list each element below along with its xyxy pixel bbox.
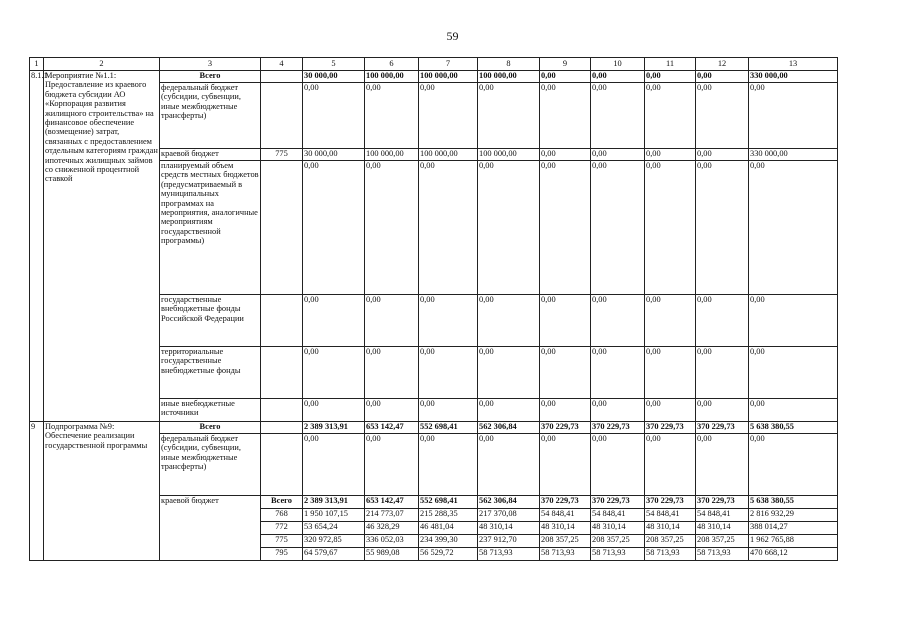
budget-code bbox=[261, 434, 303, 496]
value-cell: 100 000,00 bbox=[478, 149, 540, 161]
value-cell: 470 668,12 bbox=[749, 548, 838, 561]
value-cell: 552 698,41 bbox=[419, 496, 478, 509]
budget-code: 795 bbox=[261, 548, 303, 561]
column-number: 6 bbox=[365, 58, 419, 71]
value-cell: 55 989,08 bbox=[365, 548, 419, 561]
value-cell: 5 638 380,55 bbox=[749, 496, 838, 509]
value-cell: 53 654,24 bbox=[303, 522, 365, 535]
value-cell: 0,00 bbox=[591, 295, 645, 347]
value-cell: 0,00 bbox=[645, 347, 696, 399]
header-row bbox=[30, 58, 838, 71]
value-cell: 0,00 bbox=[749, 434, 838, 496]
value-cell: 0,00 bbox=[696, 71, 749, 83]
value-cell: 0,00 bbox=[591, 71, 645, 83]
value-cell: 58 713,93 bbox=[478, 548, 540, 561]
value-cell: 552 698,41 bbox=[419, 422, 478, 434]
value-cell: 58 713,93 bbox=[591, 548, 645, 561]
value-cell: 330 000,00 bbox=[749, 71, 838, 83]
column-number: 5 bbox=[303, 58, 365, 71]
value-cell: 48 310,14 bbox=[540, 522, 591, 535]
value-cell: 0,00 bbox=[645, 161, 696, 295]
value-cell: 0,00 bbox=[591, 83, 645, 149]
value-cell: 0,00 bbox=[749, 161, 838, 295]
value-cell: 0,00 bbox=[696, 399, 749, 422]
budget-code bbox=[261, 295, 303, 347]
value-cell: 215 288,35 bbox=[419, 509, 478, 522]
value-cell: 388 014,27 bbox=[749, 522, 838, 535]
value-cell: 0,00 bbox=[365, 295, 419, 347]
budget-code bbox=[261, 161, 303, 295]
value-cell: 48 310,14 bbox=[645, 522, 696, 535]
value-cell: 0,00 bbox=[645, 71, 696, 83]
value-cell: 100 000,00 bbox=[365, 149, 419, 161]
value-cell: 0,00 bbox=[645, 399, 696, 422]
value-cell: 562 306,84 bbox=[478, 422, 540, 434]
column-number: 13 bbox=[749, 58, 838, 71]
value-cell: 0,00 bbox=[696, 434, 749, 496]
value-cell: 0,00 bbox=[478, 295, 540, 347]
value-cell: 0,00 bbox=[365, 347, 419, 399]
value-cell: 217 370,08 bbox=[478, 509, 540, 522]
value-cell: 234 399,30 bbox=[419, 535, 478, 548]
funding-source-label: планируемый объем средств местных бюджетов (предусматриваемый в муниципальных программах на мероприятия, аналогичные мероприятиям государственной программы) bbox=[160, 161, 261, 295]
value-cell: 653 142,47 bbox=[365, 422, 419, 434]
budget-code: Всего bbox=[261, 496, 303, 509]
value-cell: 2 389 313,91 bbox=[303, 496, 365, 509]
funding-source-label: иные внебюджетные источники bbox=[160, 399, 261, 422]
value-cell: 0,00 bbox=[749, 83, 838, 149]
value-cell: 0,00 bbox=[303, 347, 365, 399]
value-cell: 30 000,00 bbox=[303, 149, 365, 161]
value-cell: 0,00 bbox=[696, 347, 749, 399]
column-number: 4 bbox=[261, 58, 303, 71]
value-cell: 58 713,93 bbox=[540, 548, 591, 561]
value-cell: 1 962 765,88 bbox=[749, 535, 838, 548]
funding-source-label: государственные внебюджетные фонды Российской Федерации bbox=[160, 295, 261, 347]
value-cell: 370 229,73 bbox=[591, 496, 645, 509]
value-cell: 0,00 bbox=[540, 161, 591, 295]
value-cell: 48 310,14 bbox=[478, 522, 540, 535]
value-cell: 0,00 bbox=[540, 399, 591, 422]
value-cell: 0,00 bbox=[540, 295, 591, 347]
value-cell: 54 848,41 bbox=[645, 509, 696, 522]
value-cell: 58 713,93 bbox=[645, 548, 696, 561]
value-cell: 46 481,04 bbox=[419, 522, 478, 535]
value-cell: 54 848,41 bbox=[540, 509, 591, 522]
funding-source-label: Всего bbox=[160, 71, 261, 83]
value-cell: 0,00 bbox=[365, 399, 419, 422]
value-cell: 320 972,85 bbox=[303, 535, 365, 548]
value-cell: 56 529,72 bbox=[419, 548, 478, 561]
row-number: 8.1.1 bbox=[30, 71, 44, 422]
value-cell: 0,00 bbox=[591, 161, 645, 295]
value-cell: 370 229,73 bbox=[645, 422, 696, 434]
value-cell: 48 310,14 bbox=[696, 522, 749, 535]
value-cell: 0,00 bbox=[696, 161, 749, 295]
column-number: 10 bbox=[591, 58, 645, 71]
funding-source-label: Всего bbox=[160, 422, 261, 434]
value-cell: 0,00 bbox=[303, 161, 365, 295]
value-cell: 100 000,00 bbox=[419, 71, 478, 83]
value-cell: 54 848,41 bbox=[591, 509, 645, 522]
value-cell: 0,00 bbox=[591, 399, 645, 422]
funding-source-label: краевой бюджет bbox=[160, 149, 261, 161]
value-cell: 0,00 bbox=[419, 347, 478, 399]
funding-source-label: краевой бюджет bbox=[160, 496, 261, 561]
value-cell: 54 848,41 bbox=[696, 509, 749, 522]
value-cell: 330 000,00 bbox=[749, 149, 838, 161]
value-cell: 0,00 bbox=[478, 434, 540, 496]
value-cell: 100 000,00 bbox=[478, 71, 540, 83]
value-cell: 370 229,73 bbox=[645, 496, 696, 509]
budget-code bbox=[261, 422, 303, 434]
table-row bbox=[30, 71, 838, 83]
value-cell: 46 328,29 bbox=[365, 522, 419, 535]
column-number: 1 bbox=[30, 58, 44, 71]
value-cell: 100 000,00 bbox=[419, 149, 478, 161]
budget-code: 772 bbox=[261, 522, 303, 535]
value-cell: 562 306,84 bbox=[478, 496, 540, 509]
value-cell: 0,00 bbox=[478, 347, 540, 399]
budget-table bbox=[29, 57, 838, 561]
value-cell: 0,00 bbox=[303, 434, 365, 496]
value-cell: 0,00 bbox=[478, 83, 540, 149]
value-cell: 208 357,25 bbox=[696, 535, 749, 548]
value-cell: 370 229,73 bbox=[696, 422, 749, 434]
value-cell: 0,00 bbox=[365, 161, 419, 295]
value-cell: 0,00 bbox=[696, 295, 749, 347]
page-number: 59 bbox=[446, 29, 459, 43]
value-cell: 370 229,73 bbox=[696, 496, 749, 509]
value-cell: 0,00 bbox=[540, 347, 591, 399]
column-number: 8 bbox=[478, 58, 540, 71]
column-number: 12 bbox=[696, 58, 749, 71]
budget-code: 768 bbox=[261, 509, 303, 522]
value-cell: 0,00 bbox=[645, 83, 696, 149]
value-cell: 0,00 bbox=[696, 83, 749, 149]
row-number: 9 bbox=[30, 422, 44, 561]
value-cell: 30 000,00 bbox=[303, 71, 365, 83]
value-cell: 0,00 bbox=[303, 399, 365, 422]
value-cell: 58 713,93 bbox=[696, 548, 749, 561]
value-cell: 0,00 bbox=[749, 399, 838, 422]
value-cell: 1 950 107,15 bbox=[303, 509, 365, 522]
budget-code: 775 bbox=[261, 149, 303, 161]
value-cell: 0,00 bbox=[540, 83, 591, 149]
value-cell: 653 142,47 bbox=[365, 496, 419, 509]
value-cell: 0,00 bbox=[419, 399, 478, 422]
value-cell: 5 638 380,55 bbox=[749, 422, 838, 434]
value-cell: 0,00 bbox=[303, 295, 365, 347]
value-cell: 0,00 bbox=[591, 434, 645, 496]
value-cell: 0,00 bbox=[645, 434, 696, 496]
column-number: 7 bbox=[419, 58, 478, 71]
value-cell: 0,00 bbox=[696, 149, 749, 161]
value-cell: 0,00 bbox=[419, 295, 478, 347]
budget-code: 775 bbox=[261, 535, 303, 548]
column-number: 2 bbox=[44, 58, 160, 71]
budget-code bbox=[261, 347, 303, 399]
value-cell: 214 773,07 bbox=[365, 509, 419, 522]
value-cell: 2 816 932,29 bbox=[749, 509, 838, 522]
value-cell: 0,00 bbox=[591, 149, 645, 161]
funding-source-label: федеральный бюджет (субсидии, субвенции, иные межбюджетные трансферты) bbox=[160, 83, 261, 149]
budget-code bbox=[261, 399, 303, 422]
value-cell: 0,00 bbox=[591, 347, 645, 399]
value-cell: 0,00 bbox=[645, 295, 696, 347]
value-cell: 48 310,14 bbox=[591, 522, 645, 535]
value-cell: 0,00 bbox=[365, 434, 419, 496]
value-cell: 2 389 313,91 bbox=[303, 422, 365, 434]
value-cell: 208 357,25 bbox=[540, 535, 591, 548]
value-cell: 0,00 bbox=[419, 161, 478, 295]
budget-code bbox=[261, 71, 303, 83]
value-cell: 0,00 bbox=[478, 399, 540, 422]
value-cell: 0,00 bbox=[749, 347, 838, 399]
funding-source-label: территориальные государственные внебюджетные фонды bbox=[160, 347, 261, 399]
budget-code bbox=[261, 83, 303, 149]
value-cell: 336 052,03 bbox=[365, 535, 419, 548]
value-cell: 370 229,73 bbox=[591, 422, 645, 434]
value-cell: 237 912,70 bbox=[478, 535, 540, 548]
value-cell: 0,00 bbox=[540, 71, 591, 83]
value-cell: 0,00 bbox=[419, 434, 478, 496]
table-row bbox=[30, 422, 838, 434]
value-cell: 0,00 bbox=[419, 83, 478, 149]
value-cell: 0,00 bbox=[478, 161, 540, 295]
value-cell: 0,00 bbox=[540, 149, 591, 161]
subprogram-name: Подпрограмма №9: Обеспечение реализации государственной программы bbox=[44, 422, 160, 561]
value-cell: 0,00 bbox=[365, 83, 419, 149]
value-cell: 208 357,25 bbox=[645, 535, 696, 548]
value-cell: 0,00 bbox=[303, 83, 365, 149]
column-number: 11 bbox=[645, 58, 696, 71]
value-cell: 370 229,73 bbox=[540, 496, 591, 509]
value-cell: 0,00 bbox=[645, 149, 696, 161]
column-number: 9 bbox=[540, 58, 591, 71]
value-cell: 0,00 bbox=[749, 295, 838, 347]
value-cell: 100 000,00 bbox=[365, 71, 419, 83]
value-cell: 0,00 bbox=[540, 434, 591, 496]
measure-name: Мероприятие №1.1: Предоставление из краевого бюджета субсидии АО «Корпорация развития жилищного строительства» на финансовое обеспечение (возмещение) затрат, связанных с предоставлением отдельным категориям граждан ипотечных жилищных займов со сниженной процентной ставкой bbox=[44, 71, 160, 422]
column-number: 3 bbox=[160, 58, 261, 71]
value-cell: 370 229,73 bbox=[540, 422, 591, 434]
funding-source-label: федеральный бюджет (субсидии, субвенции, иные межбюджетные трансферты) bbox=[160, 434, 261, 496]
value-cell: 64 579,67 bbox=[303, 548, 365, 561]
value-cell: 208 357,25 bbox=[591, 535, 645, 548]
